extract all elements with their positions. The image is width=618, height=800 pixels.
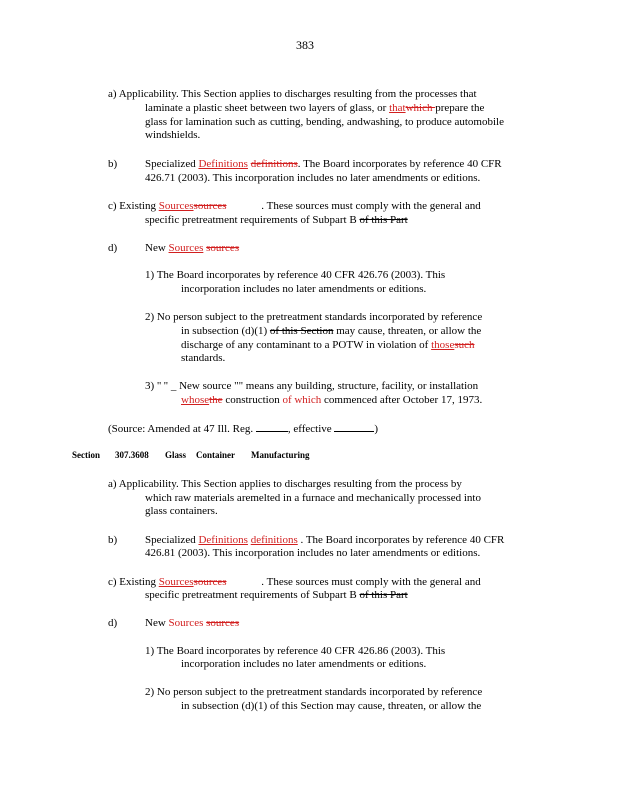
sec1-a-line4: windshields. bbox=[145, 129, 201, 141]
sec2-b-line2: 426.81 (2003). This incorporation includes no later amendments or editions. bbox=[145, 547, 481, 559]
sec2-d1-line1: 1) The Board incorporates by reference 40 CFR 426.86 (2003). This bbox=[145, 645, 446, 657]
page-number: 383 bbox=[296, 38, 314, 52]
text: (Source: Amended at 47 Ill. Reg. bbox=[108, 423, 254, 435]
deleted-text: of this Part bbox=[359, 589, 408, 601]
sec1-d2-line1: 2) No person subject to the pretreatment standards incorporated by reference bbox=[145, 311, 483, 323]
source-note bbox=[108, 422, 378, 436]
sec1-a-line1: a) Applicability. This Section applies to discharges resulting from the processes that bbox=[108, 88, 477, 100]
sec2-b-line1 bbox=[145, 534, 504, 547]
inserted-text: Sources bbox=[168, 242, 204, 254]
deleted-text: sources bbox=[206, 242, 240, 254]
deleted-text: the bbox=[209, 394, 223, 406]
sec1-b-line2: 426.71 (2003). This incorporation includes no later amendments or editions. bbox=[145, 172, 481, 184]
text: New bbox=[145, 617, 169, 629]
section-title-word3: Manufacturing bbox=[251, 450, 310, 460]
text: construction bbox=[222, 394, 283, 406]
text: may cause, threaten, or allow the bbox=[333, 325, 482, 337]
text: c) Existing bbox=[108, 576, 159, 588]
blank-effective-field bbox=[334, 422, 374, 432]
sec1-d3-line1: 3) " " _ New source "" means any building, structure, facility, or installation bbox=[145, 380, 479, 392]
sec1-d2-line2 bbox=[181, 325, 481, 338]
text: c) Existing bbox=[108, 200, 159, 212]
text: Specialized bbox=[145, 158, 199, 170]
sec2-c-line2 bbox=[145, 589, 408, 602]
sec1-d2-line3 bbox=[181, 339, 475, 352]
text: , effective bbox=[287, 423, 332, 435]
sec2-d2-line2: in subsection (d)(1) of this Section may cause, threaten, or allow the bbox=[181, 700, 482, 712]
sec1-d2-line4: standards. bbox=[181, 352, 226, 364]
text: . The Board incorporates by reference 40 CFR bbox=[297, 534, 505, 546]
deleted-text: sources bbox=[193, 576, 227, 588]
deleted-text: definitions bbox=[250, 158, 298, 170]
deleted-text: of this Part bbox=[359, 214, 408, 226]
inserted-text: those bbox=[431, 339, 455, 351]
sec1-d1-line2: incorporation includes no later amendments or editions. bbox=[181, 283, 427, 295]
sec1-d1-line1: 1) The Board incorporates by reference 40 CFR 426.76 (2003). This bbox=[145, 269, 446, 281]
sec2-a-line3: glass containers. bbox=[145, 505, 218, 517]
blank-reg-field bbox=[256, 422, 288, 432]
inserted-text: that bbox=[389, 102, 406, 114]
section-label: Section bbox=[72, 450, 100, 460]
text: . The Board incorporates by reference 40 CFR bbox=[297, 158, 502, 170]
section-number: 307.3608 bbox=[115, 450, 149, 460]
sec1-b-line1 bbox=[145, 158, 502, 171]
deleted-text: such bbox=[454, 339, 475, 351]
sec1-a-line3: glass for lamination such as cutting, bending, andwashing, to produce automobile bbox=[145, 116, 504, 128]
sec2-d-label: d) bbox=[108, 617, 118, 629]
sec1-d-label: d) bbox=[108, 242, 118, 254]
sec2-a-line2: which raw materials aremelted in a furnace and mechanically processed into bbox=[145, 492, 481, 504]
inserted-text: definitions bbox=[250, 534, 298, 546]
sec1-b-label: b) bbox=[108, 158, 118, 170]
text: specific pretreatment requirements of Subpart B bbox=[145, 214, 360, 226]
text: specific pretreatment requirements of Subpart B bbox=[145, 589, 360, 601]
sec1-a-line2 bbox=[145, 102, 484, 115]
deleted-text: sources bbox=[193, 200, 227, 212]
sec2-d-line1 bbox=[145, 617, 239, 630]
sec2-c-line1 bbox=[108, 576, 481, 589]
text: . These sources must comply with the general and bbox=[261, 576, 481, 588]
inserted-text: of which bbox=[282, 394, 322, 406]
inserted-text: Definitions bbox=[198, 534, 248, 546]
deleted-text: of this Section bbox=[269, 325, 334, 337]
inserted-text: whose bbox=[181, 394, 210, 406]
deleted-text: sources bbox=[206, 617, 240, 629]
sec1-d3-line2 bbox=[181, 394, 482, 407]
text: laminate a plastic sheet between two layers of glass, or bbox=[145, 102, 390, 114]
inserted-text: Sources bbox=[158, 576, 194, 588]
section-title-word2: Container bbox=[196, 450, 235, 460]
section-title-word1: Glass bbox=[165, 450, 187, 460]
text: in subsection (d)(1) bbox=[181, 325, 270, 337]
sec2-b-label: b) bbox=[108, 534, 118, 546]
sec1-c-line2 bbox=[145, 214, 408, 227]
text: ) bbox=[374, 423, 379, 435]
sec2-d2-line1: 2) No person subject to the pretreatment standards incorporated by reference bbox=[145, 686, 483, 698]
sec1-c-line1 bbox=[108, 200, 481, 213]
text: discharge of any contaminant to a POTW in violation of bbox=[181, 339, 432, 351]
inserted-text: Sources bbox=[168, 617, 204, 629]
text: commenced after October 17, 1973. bbox=[321, 394, 483, 406]
sec2-a-line1: a) Applicability. This Section applies to discharges resulting from the process by bbox=[108, 478, 462, 490]
sec1-d-line1 bbox=[145, 242, 239, 255]
text: Specialized bbox=[145, 534, 199, 546]
text: prepare the bbox=[435, 102, 485, 114]
sec2-d1-line2: incorporation includes no later amendments or editions. bbox=[181, 658, 427, 670]
deleted-text: which bbox=[405, 102, 436, 114]
inserted-text: Definitions bbox=[198, 158, 248, 170]
inserted-text: Sources bbox=[158, 200, 194, 212]
text: . These sources must comply with the general and bbox=[261, 200, 481, 212]
text: New bbox=[145, 242, 169, 254]
